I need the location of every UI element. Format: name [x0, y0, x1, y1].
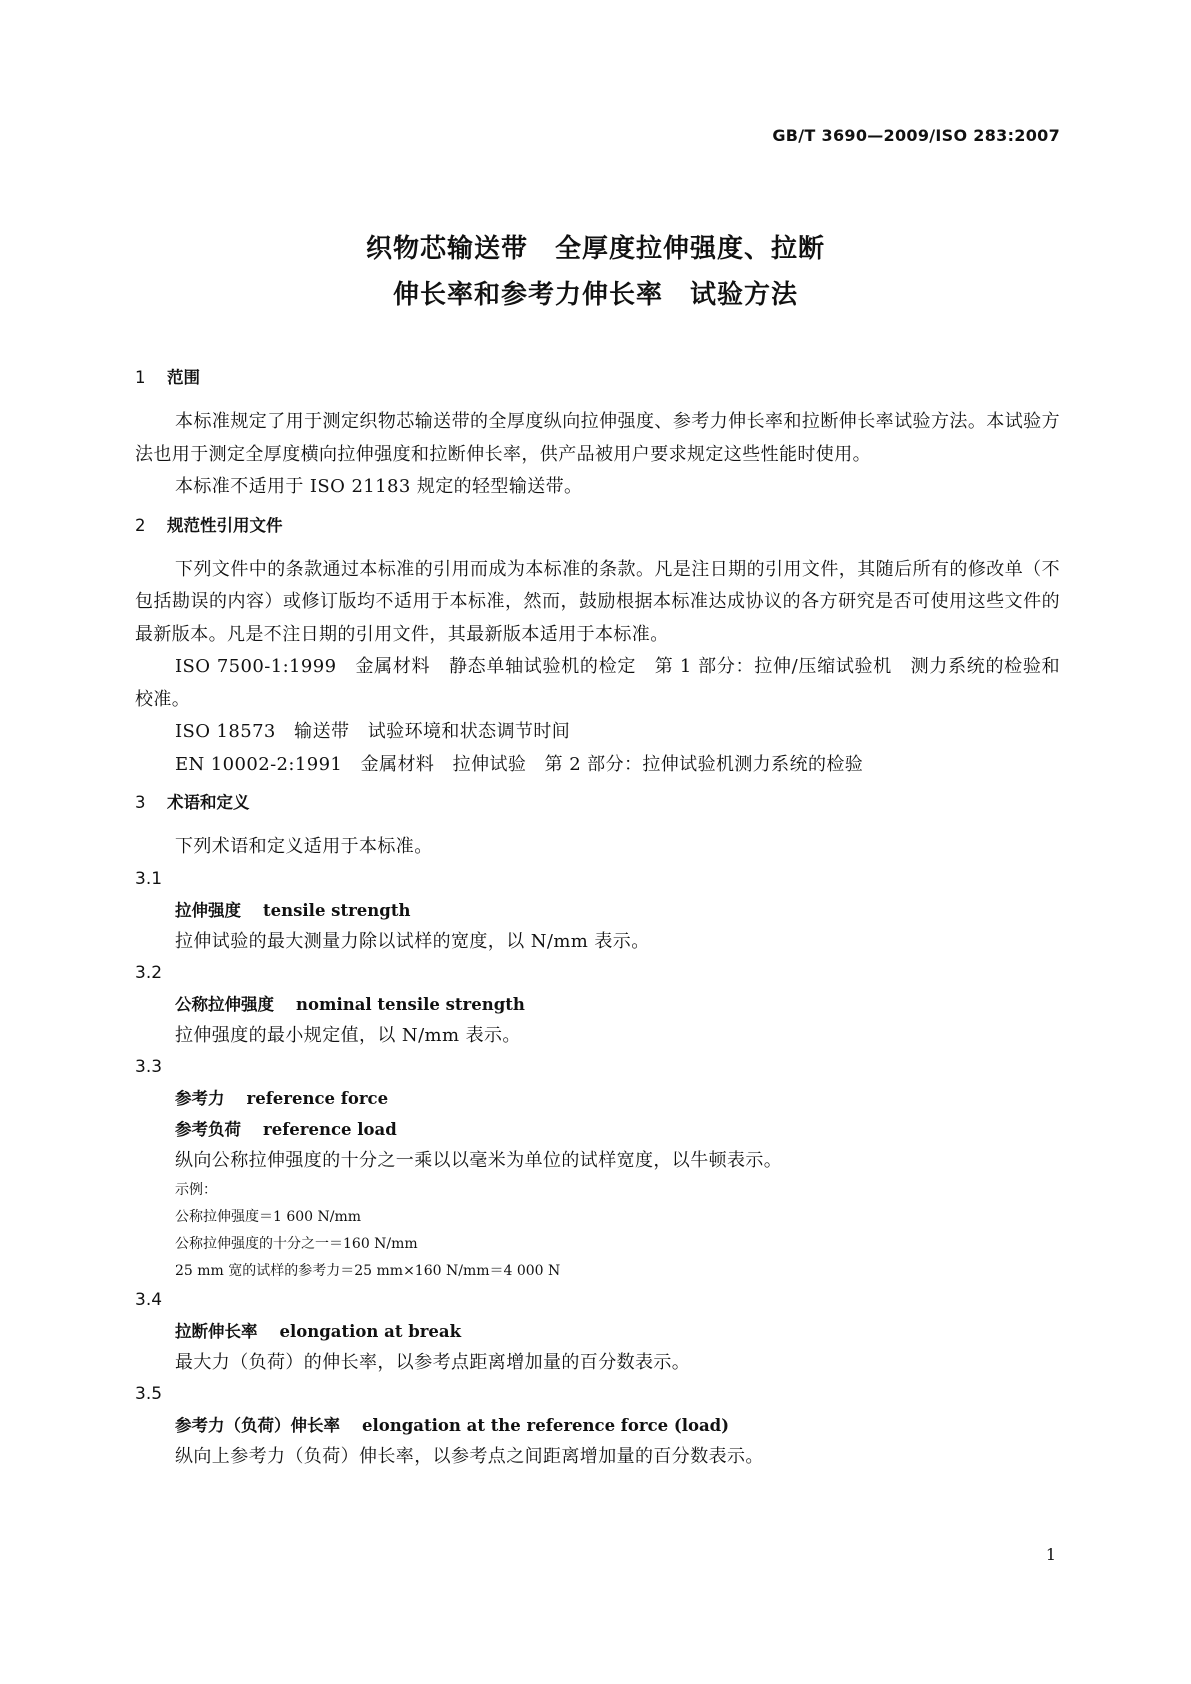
definition-elongation-at-reference-force: 纵向上参考力（负荷）伸长率，以参考点之间距离增加量的百分数表示。: [175, 1445, 764, 1467]
term-english: reference load: [263, 1119, 397, 1139]
scope-paragraph-2: 本标准不适用于 ISO 21183 规定的轻型输送带。: [175, 476, 583, 497]
subclause-3-4-number: 3.4: [135, 1289, 163, 1310]
term-elongation-at-reference-force: [135, 1410, 1060, 1441]
term-english: elongation at the reference force (load): [362, 1415, 730, 1435]
reference-iso-18573: ISO 18573 输送带 试验环境和状态调节时间: [175, 721, 571, 742]
definition-reference-force: 纵向公称拉伸强度的十分之一乘以以毫米为单位的试样宽度，以牛顿表示。: [175, 1149, 783, 1171]
clause-title: 范围: [167, 368, 200, 387]
normative-references-paragraph: 下列文件中的条款通过本标准的引用而成为本标准的条款。凡是注日期的引用文件，其随后所有的修改单（不包括勘误的内容）或修订版均不适用于本标准，然而，鼓励根据本标准达成协议的各方研究是否可使用这些文件的最新版本。凡是不注日期的引用文件，其最新版本适用于本标准。: [135, 558, 1060, 645]
subclause-3-5-number: 3.5: [135, 1383, 163, 1404]
standard-code: GB/T 3690—2009/ISO 283:2007: [772, 126, 1060, 145]
example-line-2: 公称拉伸强度的十分之一＝160 N/mm: [175, 1235, 418, 1252]
definition-tensile-strength: 拉伸试验的最大测量力除以试样的宽度，以 N/mm 表示。: [175, 930, 650, 952]
term-reference-force: [135, 1083, 1060, 1114]
document-body: [135, 364, 1060, 1473]
title-line-2: 伸长率和参考力伸长率 试验方法: [392, 280, 798, 310]
term-chinese: 参考力: [175, 1088, 225, 1108]
example-line-3: 25 mm 宽的试样的参考力＝25 mm×160 N/mm＝4 000 N: [175, 1262, 561, 1279]
term-english: nominal tensile strength: [296, 994, 525, 1014]
definition-elongation-at-break: 最大力（负荷）的伸长率，以参考点距离增加量的百分数表示。: [175, 1351, 691, 1373]
term-nominal-tensile-strength: [135, 989, 1060, 1020]
document-title: [0, 226, 1191, 318]
definition-nominal-tensile-strength: 拉伸强度的最小规定值，以 N/mm 表示。: [175, 1024, 521, 1046]
terms-intro: 下列术语和定义适用于本标准。: [175, 836, 433, 857]
clause-number: 2: [135, 515, 146, 535]
title-line-1: 织物芯输送带 全厚度拉伸强度、拉断: [365, 234, 825, 264]
subclause-3-1-number: 3.1: [135, 868, 163, 889]
subclause-3-2-number: 3.2: [135, 962, 163, 983]
clause-1-heading: [135, 364, 1060, 392]
term-chinese: 参考负荷: [175, 1119, 241, 1139]
term-chinese: 公称拉伸强度: [175, 994, 274, 1014]
term-chinese: 拉断伸长率: [175, 1321, 258, 1341]
example-label: 示例：: [175, 1181, 217, 1198]
subclause-3-3-number: 3.3: [135, 1056, 163, 1077]
term-english: reference force: [246, 1088, 389, 1108]
term-tensile-strength: [135, 895, 1060, 926]
term-elongation-at-break: [135, 1316, 1060, 1347]
example-line-1: 公称拉伸强度＝1 600 N/mm: [175, 1208, 362, 1225]
clause-title: 术语和定义: [167, 793, 250, 812]
term-reference-load: [135, 1114, 1060, 1145]
clause-3-heading: [135, 789, 1060, 817]
clause-number: 1: [135, 368, 146, 387]
clause-2-heading: [135, 512, 1060, 540]
page-number: 1: [1045, 1545, 1056, 1564]
term-english: tensile strength: [263, 900, 411, 920]
term-chinese: 参考力（负荷）伸长率: [175, 1415, 340, 1435]
term-chinese: 拉伸强度: [175, 900, 241, 920]
scope-paragraph-1: 本标准规定了用于测定织物芯输送带的全厚度纵向拉伸强度、参考力伸长率和拉断伸长率试验方法。本试验方法也用于测定全厚度横向拉伸强度和拉断伸长率，供产品被用户要求规定这些性能时使用。: [135, 411, 1060, 465]
clause-number: 3: [135, 793, 146, 812]
clause-title: 规范性引用文件: [167, 515, 283, 535]
reference-iso-7500-1: ISO 7500-1:1999 金属材料 静态单轴试验机的检定 第 1 部分：拉伸/压缩试验机 测力系统的检验和校准。: [135, 656, 1060, 710]
term-english: elongation at break: [279, 1321, 462, 1341]
reference-en-10002-2: EN 10002-2:1991 金属材料 拉伸试验 第 2 部分：拉伸试验机测力系统的检验: [175, 753, 864, 775]
